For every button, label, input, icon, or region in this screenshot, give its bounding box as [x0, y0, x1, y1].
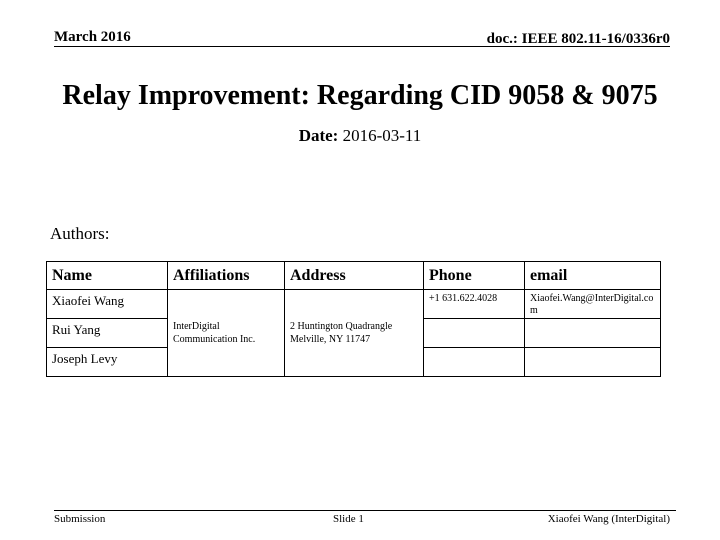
- slide-title: Relay Improvement: Regarding CID 9058 & 9075: [62, 80, 658, 111]
- column-header-affiliations: Affiliations: [168, 262, 285, 290]
- author-phone: +1 631.622.4028: [424, 290, 525, 319]
- author-name: Xiaofei Wang: [47, 290, 168, 319]
- table-header-row: [47, 262, 661, 290]
- date-value: 2016-03-11: [342, 126, 422, 145]
- table-row: [47, 290, 661, 319]
- author-email: [525, 319, 661, 348]
- address-line-2: Melville, NY 11747: [290, 334, 371, 345]
- author-name: Rui Yang: [47, 319, 168, 348]
- footer-submission: Submission: [54, 513, 106, 525]
- author-phone: [424, 319, 525, 348]
- footer-author: Xiaofei Wang (InterDigital): [547, 513, 670, 525]
- author-address: [285, 290, 424, 377]
- author-name: Joseph Levy: [47, 348, 168, 377]
- footer-divider: [54, 510, 676, 511]
- column-header-email: email: [525, 262, 661, 290]
- column-header-phone: Phone: [424, 262, 525, 290]
- header-divider: [54, 46, 670, 47]
- author-email: Xiaofei.Wang@InterDigital.com: [525, 290, 661, 319]
- author-phone: [424, 348, 525, 377]
- column-header-name: Name: [47, 262, 168, 290]
- column-header-address: Address: [285, 262, 424, 290]
- author-email: [525, 348, 661, 377]
- authors-table: [46, 261, 661, 377]
- date-label: Date:: [298, 126, 339, 145]
- date-line: [0, 126, 720, 146]
- author-affiliation: InterDigital Communication Inc.: [168, 290, 285, 377]
- authors-label: Authors:: [50, 224, 110, 243]
- header-date: March 2016: [54, 29, 131, 45]
- footer-slide-number: Slide 1: [333, 513, 364, 525]
- header-doc-id: doc.: IEEE 802.11-16/0336r0: [486, 31, 670, 47]
- address-line-1: 2 Huntington Quadrangle: [290, 321, 393, 332]
